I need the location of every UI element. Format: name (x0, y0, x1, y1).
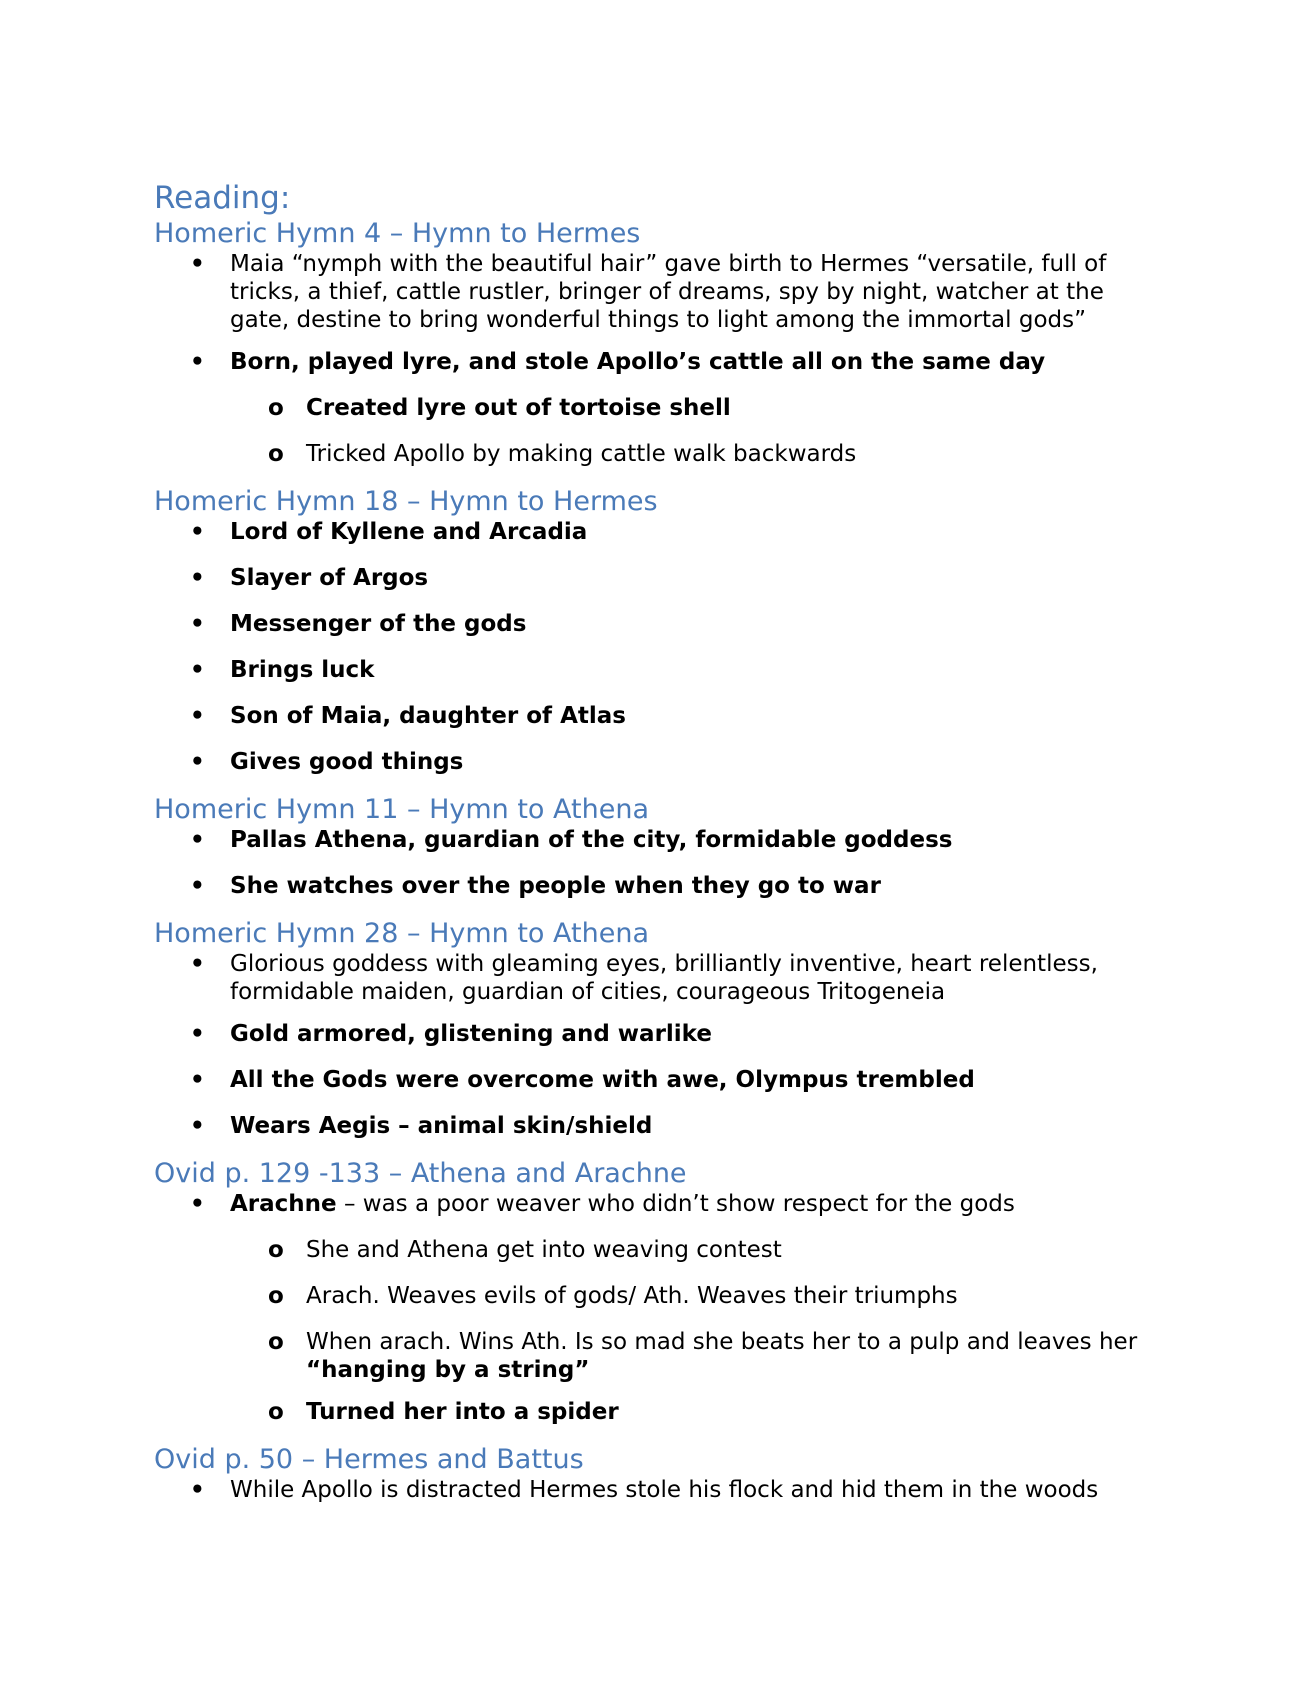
section-heading-hymn11: Homeric Hymn 11 – Hymn to Athena (154, 794, 649, 825)
sub-list-item: o Created lyre out of tortoise shell (154, 394, 1154, 422)
list-item: • Pallas Athena, guardian of the city, formidable goddess (154, 826, 1154, 854)
section-list-arachne (154, 1190, 1154, 1426)
list-item: • While Apollo is distracted Hermes stole his flock and hid them in the woods (154, 1476, 1154, 1504)
sub-list-item-bold: “hanging by a string” (306, 1357, 590, 1383)
section-heading-hymn28: Homeric Hymn 28 – Hymn to Athena (154, 918, 649, 949)
section-heading-battus: Ovid p. 50 – Hermes and Battus (154, 1444, 584, 1475)
sub-list-item: o Turned her into a spider (154, 1398, 1154, 1426)
list-item: • She watches over the people when they go to war (154, 872, 1154, 900)
sub-list-item-rest: When arach. Wins Ath. Is so mad she beats her to a pulp and leaves her (306, 1329, 1138, 1355)
section-heading-hymn4: Homeric Hymn 4 – Hymn to Hermes (154, 218, 641, 249)
list-item: • Born, played lyre, and stole Apollo’s cattle all on the same day (154, 348, 1154, 376)
list-item: • Maia “nymph with the beautiful hair” gave birth to Hermes “versatile, full of tricks, a thief, cattle rustler, bringer of dreams, spy by night, watcher at the gate, destine to bring wonderful things to light among the immortal gods” (154, 250, 1154, 334)
section-list-hymn28 (154, 950, 1154, 1140)
sub-list-item: o She and Athena get into weaving contest (154, 1236, 1154, 1264)
list-item: • Lord of Kyllene and Arcadia (154, 518, 1154, 546)
list-item: • All the Gods were overcome with awe, Olympus trembled (154, 1066, 1154, 1094)
list-item: • Wears Aegis – animal skin/shield (154, 1112, 1154, 1140)
section-heading-arachne: Ovid p. 129 -133 – Athena and Arachne (154, 1158, 687, 1189)
page-title: Reading: (154, 180, 291, 216)
list-item: • Slayer of Argos (154, 564, 1154, 592)
list-item: • Brings luck (154, 656, 1154, 684)
section-list-hymn11 (154, 826, 1154, 900)
document-page (154, 178, 1154, 1522)
section-list-hymn4 (154, 250, 1154, 468)
sub-list-item (154, 1328, 1154, 1384)
list-item: • Gives good things (154, 748, 1154, 776)
list-item: • Son of Maia, daughter of Atlas (154, 702, 1154, 730)
list-item: • Glorious goddess with gleaming eyes, brilliantly inventive, heart relentless, formidable maiden, guardian of cities, courageous Tritogeneia (154, 950, 1154, 1006)
section-list-hymn18 (154, 518, 1154, 776)
list-item: • Messenger of the gods (154, 610, 1154, 638)
list-item (154, 1190, 1154, 1218)
sub-list-item: o Tricked Apollo by making cattle walk backwards (154, 440, 1154, 468)
section-heading-hymn18: Homeric Hymn 18 – Hymn to Hermes (154, 486, 658, 517)
section-list-battus (154, 1476, 1154, 1504)
list-item: • Gold armored, glistening and warlike (154, 1020, 1154, 1048)
list-item-rest: – was a poor weaver who didn’t show respect for the gods (336, 1191, 1015, 1217)
list-item-bold: Arachne (230, 1191, 337, 1217)
sub-list-item: o Arach. Weaves evils of gods/ Ath. Weaves their triumphs (154, 1282, 1154, 1310)
